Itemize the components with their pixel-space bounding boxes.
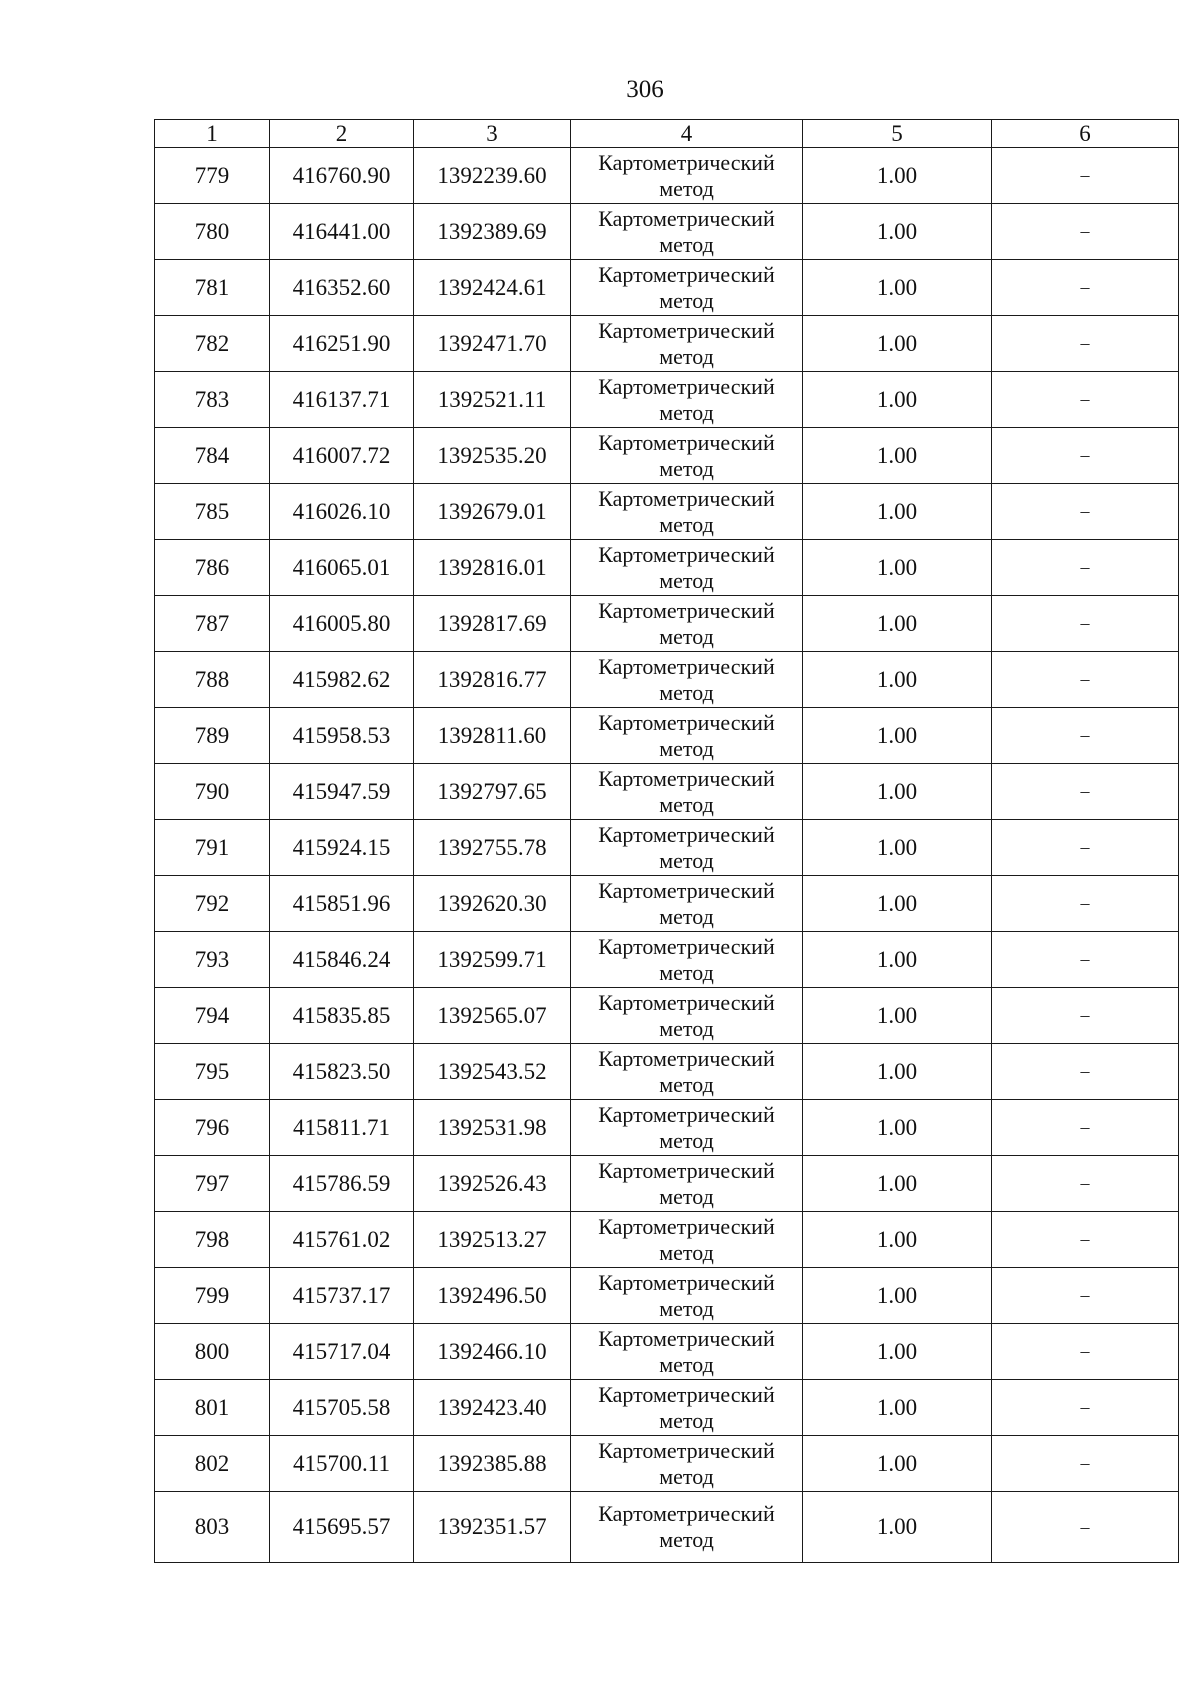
table-header (155, 120, 1179, 148)
x-coordinate-cell: 415786.59 (270, 1156, 414, 1212)
x-coordinate-cell: 415823.50 (270, 1044, 414, 1100)
y-coordinate-cell: 1392385.88 (414, 1436, 571, 1492)
y-coordinate-cell: 1392424.61 (414, 260, 571, 316)
note-cell: – (992, 540, 1179, 596)
y-coordinate-cell: 1392423.40 (414, 1380, 571, 1436)
table-row (155, 1324, 1179, 1380)
y-coordinate-cell: 1392531.98 (414, 1100, 571, 1156)
x-coordinate-cell: 415811.71 (270, 1100, 414, 1156)
table-row (155, 876, 1179, 932)
note-cell: – (992, 708, 1179, 764)
y-coordinate-cell: 1392471.70 (414, 316, 571, 372)
note-cell: – (992, 652, 1179, 708)
table-row (155, 428, 1179, 484)
accuracy-cell: 1.00 (803, 1436, 992, 1492)
y-coordinate-cell: 1392526.43 (414, 1156, 571, 1212)
point-number-cell: 785 (155, 484, 270, 540)
table-row (155, 316, 1179, 372)
note-cell: – (992, 1436, 1179, 1492)
y-coordinate-cell: 1392466.10 (414, 1324, 571, 1380)
table-row (155, 484, 1179, 540)
x-coordinate-cell: 416026.10 (270, 484, 414, 540)
note-cell: – (992, 148, 1179, 204)
accuracy-cell: 1.00 (803, 1324, 992, 1380)
method-cell: Картометрический метод (571, 484, 803, 540)
table-row (155, 204, 1179, 260)
accuracy-cell: 1.00 (803, 372, 992, 428)
point-number-cell: 789 (155, 708, 270, 764)
method-cell: Картометрический метод (571, 1268, 803, 1324)
x-coordinate-cell: 416251.90 (270, 316, 414, 372)
point-number-cell: 782 (155, 316, 270, 372)
point-number-cell: 779 (155, 148, 270, 204)
method-cell: Картометрический метод (571, 1212, 803, 1268)
y-coordinate-cell: 1392599.71 (414, 932, 571, 988)
accuracy-cell: 1.00 (803, 596, 992, 652)
page-number: 306 (626, 76, 664, 103)
note-cell: – (992, 1268, 1179, 1324)
x-coordinate-cell: 416352.60 (270, 260, 414, 316)
y-coordinate-cell: 1392496.50 (414, 1268, 571, 1324)
method-cell: Картометрический метод (571, 1324, 803, 1380)
y-coordinate-cell: 1392811.60 (414, 708, 571, 764)
note-cell: – (992, 988, 1179, 1044)
table-row (155, 708, 1179, 764)
accuracy-cell: 1.00 (803, 1100, 992, 1156)
table-row (155, 540, 1179, 596)
note-cell: – (992, 316, 1179, 372)
accuracy-cell: 1.00 (803, 1044, 992, 1100)
y-coordinate-cell: 1392521.11 (414, 372, 571, 428)
method-cell: Картометрический метод (571, 652, 803, 708)
x-coordinate-cell: 415947.59 (270, 764, 414, 820)
y-coordinate-cell: 1392755.78 (414, 820, 571, 876)
method-cell: Картометрический метод (571, 764, 803, 820)
point-number-cell: 796 (155, 1100, 270, 1156)
note-cell: – (992, 876, 1179, 932)
note-cell: – (992, 1324, 1179, 1380)
accuracy-cell: 1.00 (803, 652, 992, 708)
note-cell: – (992, 596, 1179, 652)
method-cell: Картометрический метод (571, 1100, 803, 1156)
x-coordinate-cell: 415700.11 (270, 1436, 414, 1492)
point-number-cell: 784 (155, 428, 270, 484)
accuracy-cell: 1.00 (803, 260, 992, 316)
table-row (155, 1436, 1179, 1492)
point-number-cell: 798 (155, 1212, 270, 1268)
note-cell: – (992, 1044, 1179, 1100)
method-cell: Картометрический метод (571, 988, 803, 1044)
x-coordinate-cell: 416007.72 (270, 428, 414, 484)
point-number-cell: 781 (155, 260, 270, 316)
point-number-cell: 803 (155, 1492, 270, 1563)
table-row (155, 596, 1179, 652)
y-coordinate-cell: 1392816.77 (414, 652, 571, 708)
y-coordinate-cell: 1392817.69 (414, 596, 571, 652)
method-cell: Картометрический метод (571, 540, 803, 596)
table-row (155, 1212, 1179, 1268)
method-cell: Картометрический метод (571, 1436, 803, 1492)
note-cell: – (992, 204, 1179, 260)
table-row (155, 1156, 1179, 1212)
point-number-cell: 799 (155, 1268, 270, 1324)
y-coordinate-cell: 1392679.01 (414, 484, 571, 540)
y-coordinate-cell: 1392389.69 (414, 204, 571, 260)
y-coordinate-cell: 1392816.01 (414, 540, 571, 596)
method-cell: Картометрический метод (571, 1380, 803, 1436)
table-row (155, 652, 1179, 708)
point-number-cell: 783 (155, 372, 270, 428)
x-coordinate-cell: 415695.57 (270, 1492, 414, 1563)
header-cell-4: 4 (571, 120, 803, 148)
coordinates-table (154, 119, 1179, 1563)
x-coordinate-cell: 415761.02 (270, 1212, 414, 1268)
method-cell: Картометрический метод (571, 316, 803, 372)
x-coordinate-cell: 416005.80 (270, 596, 414, 652)
y-coordinate-cell: 1392620.30 (414, 876, 571, 932)
accuracy-cell: 1.00 (803, 1492, 992, 1563)
x-coordinate-cell: 415982.62 (270, 652, 414, 708)
table-row (155, 988, 1179, 1044)
method-cell: Картометрический метод (571, 148, 803, 204)
y-coordinate-cell: 1392351.57 (414, 1492, 571, 1563)
method-cell: Картометрический метод (571, 1492, 803, 1563)
point-number-cell: 786 (155, 540, 270, 596)
accuracy-cell: 1.00 (803, 988, 992, 1044)
method-cell: Картометрический метод (571, 204, 803, 260)
y-coordinate-cell: 1392239.60 (414, 148, 571, 204)
note-cell: – (992, 1100, 1179, 1156)
x-coordinate-cell: 416441.00 (270, 204, 414, 260)
x-coordinate-cell: 415846.24 (270, 932, 414, 988)
point-number-cell: 792 (155, 876, 270, 932)
point-number-cell: 787 (155, 596, 270, 652)
point-number-cell: 790 (155, 764, 270, 820)
accuracy-cell: 1.00 (803, 1212, 992, 1268)
accuracy-cell: 1.00 (803, 540, 992, 596)
table-row (155, 1492, 1179, 1563)
table-row (155, 1380, 1179, 1436)
y-coordinate-cell: 1392535.20 (414, 428, 571, 484)
note-cell: – (992, 484, 1179, 540)
accuracy-cell: 1.00 (803, 820, 992, 876)
table-row (155, 1100, 1179, 1156)
accuracy-cell: 1.00 (803, 764, 992, 820)
x-coordinate-cell: 415835.85 (270, 988, 414, 1044)
x-coordinate-cell: 416065.01 (270, 540, 414, 596)
x-coordinate-cell: 415958.53 (270, 708, 414, 764)
y-coordinate-cell: 1392565.07 (414, 988, 571, 1044)
method-cell: Картометрический метод (571, 820, 803, 876)
x-coordinate-cell: 416760.90 (270, 148, 414, 204)
note-cell: – (992, 932, 1179, 988)
x-coordinate-cell: 415717.04 (270, 1324, 414, 1380)
accuracy-cell: 1.00 (803, 1156, 992, 1212)
method-cell: Картометрический метод (571, 372, 803, 428)
point-number-cell: 802 (155, 1436, 270, 1492)
x-coordinate-cell: 415737.17 (270, 1268, 414, 1324)
table-row (155, 764, 1179, 820)
accuracy-cell: 1.00 (803, 204, 992, 260)
header-cell-1: 1 (155, 120, 270, 148)
point-number-cell: 793 (155, 932, 270, 988)
accuracy-cell: 1.00 (803, 876, 992, 932)
point-number-cell: 797 (155, 1156, 270, 1212)
header-cell-2: 2 (270, 120, 414, 148)
note-cell: – (992, 764, 1179, 820)
accuracy-cell: 1.00 (803, 484, 992, 540)
point-number-cell: 791 (155, 820, 270, 876)
note-cell: – (992, 260, 1179, 316)
x-coordinate-cell: 415851.96 (270, 876, 414, 932)
accuracy-cell: 1.00 (803, 148, 992, 204)
header-cell-6: 6 (992, 120, 1179, 148)
note-cell: – (992, 1212, 1179, 1268)
table-row (155, 1044, 1179, 1100)
accuracy-cell: 1.00 (803, 1380, 992, 1436)
accuracy-cell: 1.00 (803, 428, 992, 484)
method-cell: Картометрический метод (571, 932, 803, 988)
note-cell: – (992, 1156, 1179, 1212)
y-coordinate-cell: 1392797.65 (414, 764, 571, 820)
accuracy-cell: 1.00 (803, 932, 992, 988)
note-cell: – (992, 428, 1179, 484)
table-row (155, 372, 1179, 428)
method-cell: Картометрический метод (571, 596, 803, 652)
method-cell: Картометрический метод (571, 1044, 803, 1100)
method-cell: Картометрический метод (571, 1156, 803, 1212)
method-cell: Картометрический метод (571, 876, 803, 932)
point-number-cell: 800 (155, 1324, 270, 1380)
y-coordinate-cell: 1392543.52 (414, 1044, 571, 1100)
point-number-cell: 801 (155, 1380, 270, 1436)
table-row (155, 820, 1179, 876)
header-cell-3: 3 (414, 120, 571, 148)
accuracy-cell: 1.00 (803, 316, 992, 372)
header-row (155, 120, 1179, 148)
method-cell: Картометрический метод (571, 708, 803, 764)
method-cell: Картометрический метод (571, 260, 803, 316)
note-cell: – (992, 1492, 1179, 1563)
accuracy-cell: 1.00 (803, 708, 992, 764)
method-cell: Картометрический метод (571, 428, 803, 484)
table-row (155, 260, 1179, 316)
x-coordinate-cell: 415705.58 (270, 1380, 414, 1436)
point-number-cell: 780 (155, 204, 270, 260)
x-coordinate-cell: 415924.15 (270, 820, 414, 876)
table-row (155, 932, 1179, 988)
accuracy-cell: 1.00 (803, 1268, 992, 1324)
point-number-cell: 795 (155, 1044, 270, 1100)
x-coordinate-cell: 416137.71 (270, 372, 414, 428)
table-row (155, 148, 1179, 204)
point-number-cell: 794 (155, 988, 270, 1044)
note-cell: – (992, 1380, 1179, 1436)
note-cell: – (992, 820, 1179, 876)
point-number-cell: 788 (155, 652, 270, 708)
table-row (155, 1268, 1179, 1324)
table-body (155, 148, 1179, 1563)
note-cell: – (992, 372, 1179, 428)
header-cell-5: 5 (803, 120, 992, 148)
y-coordinate-cell: 1392513.27 (414, 1212, 571, 1268)
